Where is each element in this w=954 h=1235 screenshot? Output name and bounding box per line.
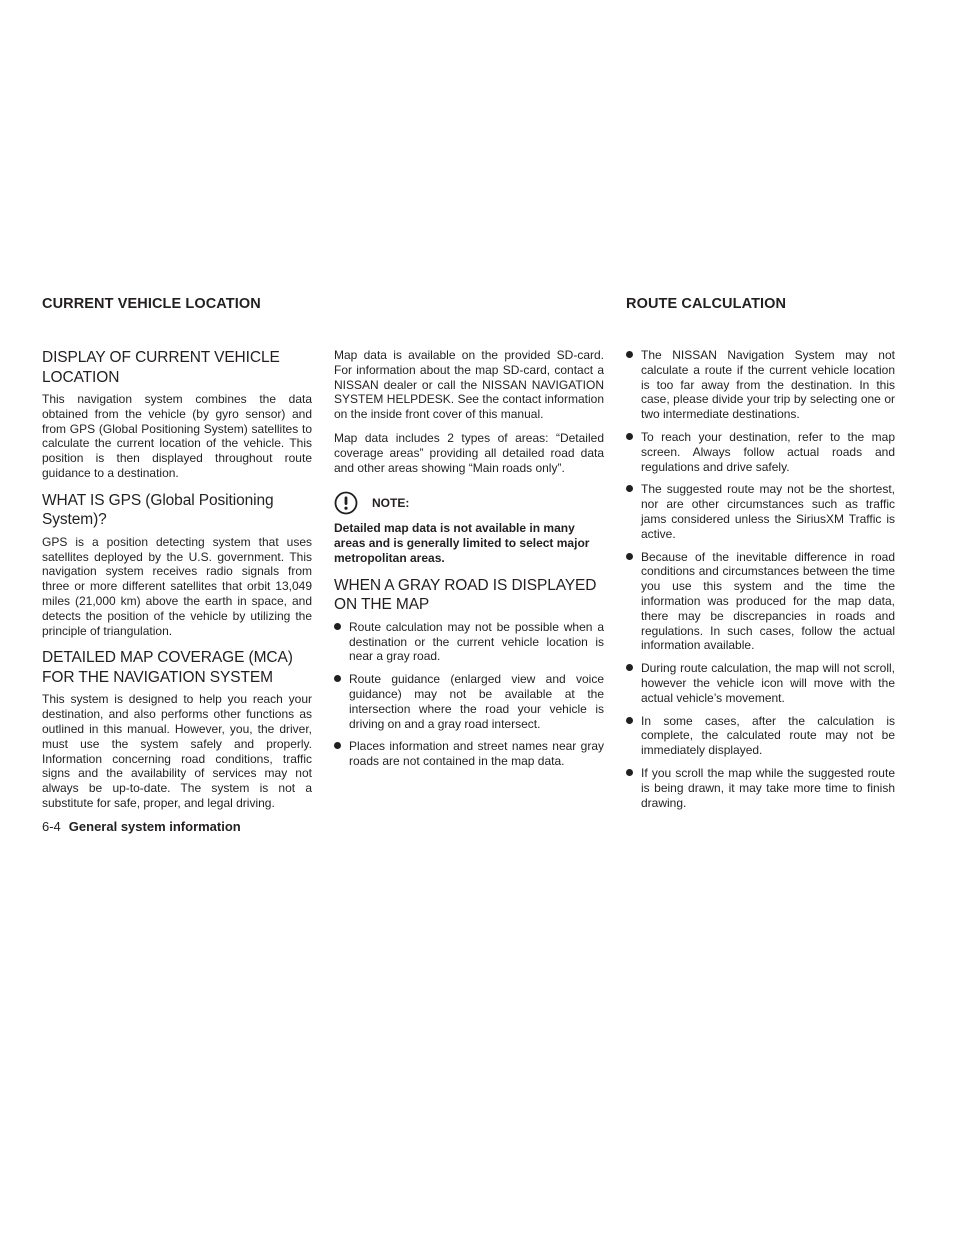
list-item: Because of the inevitable difference in road conditions and circumstances between the time you use this system and the time the information was produced for the map data, there may be discrepancies in roads and regulations. In such cases, follow the actual information available. (626, 550, 895, 654)
column-middle (334, 348, 604, 777)
note-label: NOTE: (372, 496, 410, 511)
bullet-dot-icon (626, 351, 633, 358)
list-item: Route calculation may not be possible when a destination or the current vehicle location is near a gray road. (334, 620, 604, 664)
bullet-dot-icon (334, 675, 341, 682)
section-heading-route-calculation: ROUTE CALCULATION (626, 296, 787, 312)
bullet-dot-icon (334, 742, 341, 749)
paragraph-what-is-gps: GPS is a position detecting system that uses satellites deployed by the U.S. government. This navigation system receives radio signals from three or more different satellites that orbit 13,049 miles (21,000 km) above the earth in space, and detects the position of the vehicle by utilizing the principle of triangulation. (42, 534, 312, 638)
paragraph-map-sd-card: Map data is available on the provided SD-card. For information about the map SD-card, contact a NISSAN dealer or call the NISSAN NAVIGATION SYSTEM HELPDESK. See the contact information on the inside front cover of this manual. (334, 348, 604, 422)
gray-road-bullet-list (334, 620, 604, 769)
list-item: The suggested route may not be the shortest, nor are other circumstances such as traffic jams considered unless the SiriusXM Traffic is active. (626, 482, 895, 541)
list-item: During route calculation, the map will not scroll, however the vehicle icon will move with the actual vehicle’s movement. (626, 661, 895, 705)
subheading-detailed-map-coverage: DETAILED MAP COVERAGE (MCA) FOR THE NAVIGATION SYSTEM (42, 649, 293, 686)
route-calculation-bullet-list (626, 348, 895, 810)
footer-title: General system information (68, 819, 241, 834)
bullet-dot-icon (334, 623, 341, 630)
page-footer (42, 819, 241, 834)
note-text: Detailed map data is not available in many areas and is generally limited to select major metropolitan areas. (334, 521, 590, 565)
column-right (626, 348, 895, 818)
bullet-dot-icon (626, 664, 633, 671)
list-item: Places information and street names near gray roads are not contained in the map data. (334, 739, 604, 769)
bullet-dot-icon (626, 485, 633, 492)
bullet-dot-icon (626, 769, 633, 776)
bullet-dot-icon (626, 553, 633, 560)
caution-exclamation-icon (334, 491, 358, 515)
subheading-gray-road: WHEN A GRAY ROAD IS DISPLAYED ON THE MAP (334, 576, 597, 614)
bullet-dot-icon (626, 717, 633, 724)
paragraph-display-current-location: This navigation system combines the data obtained from the vehicle (by gyro sensor) and from GPS (Global Positioning System) satellites to calculate the current location of the vehicle. This position is then displayed throughout route guidance to a destination. (42, 392, 312, 480)
list-item: In some cases, after the calculation is complete, the calculated route may not be immediately displayed. (626, 714, 895, 758)
column-left (42, 348, 312, 821)
page-number: 6-4 (42, 819, 61, 834)
section-heading-current-vehicle-location: CURRENT VEHICLE LOCATION (42, 296, 261, 312)
list-item: The NISSAN Navigation System may not calculate a route if the current vehicle location is too far away from the destination. In this case, please divide your trip by selecting one or two intermediate destinations. (626, 348, 895, 422)
bullet-dot-icon (626, 433, 633, 440)
subheading-display-current-location: DISPLAY OF CURRENT VEHICLE LOCATION (42, 349, 280, 386)
subheading-what-is-gps: WHAT IS GPS (Global Positioning System)? (42, 491, 274, 529)
list-item: To reach your destination, refer to the map screen. Always follow actual roads and regulations and drive safely. (626, 430, 895, 474)
paragraph-map-areas: Map data includes 2 types of areas: “Detailed coverage areas” providing all detailed road data and other areas showing “Main roads only”. (334, 430, 604, 475)
list-item: Route guidance (enlarged view and voice guidance) may not be available at the intersection where the road your vehicle is driving on and a gray road intersect. (334, 672, 604, 731)
list-item: If you scroll the map while the suggested route is being drawn, it may take more time to finish drawing. (626, 766, 895, 810)
note-header (334, 491, 604, 515)
paragraph-detailed-map-coverage: This system is designed to help you reach your destination, and also performs other functions as outlined in this manual. However, you, the driver, must use the system safely and properly. Information concerning road conditions, traffic signs and the availability of services may not always be up-to-date. The system is not a substitute for safe, proper, and legal driving. (42, 692, 312, 810)
